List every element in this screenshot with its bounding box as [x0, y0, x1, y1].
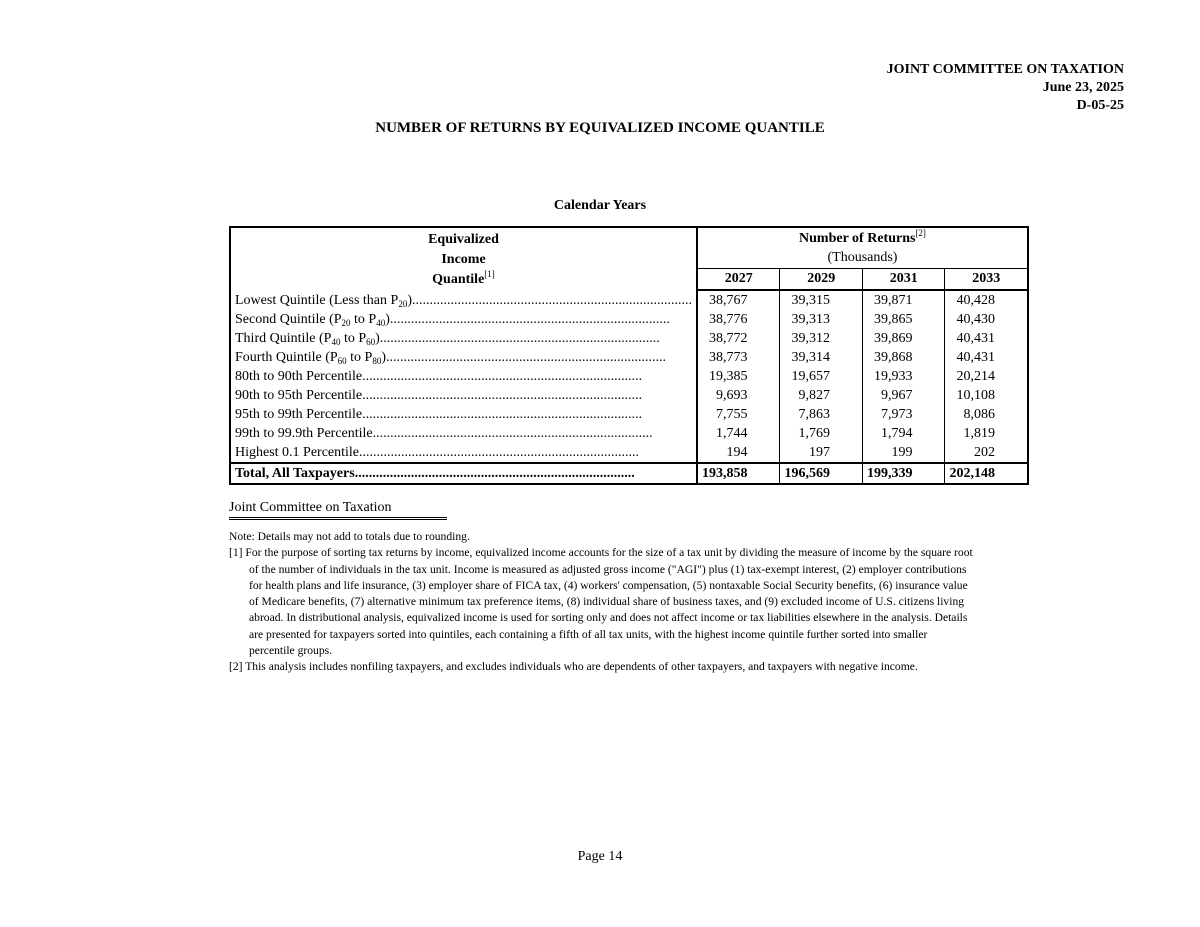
dot-leader: ................................................................................ — [362, 407, 643, 422]
document-id: D-05-25 — [1076, 98, 1124, 113]
thousands-subheader: (Thousands) — [697, 248, 1028, 268]
value-cell: 39,315 — [780, 290, 863, 310]
dot-leader: ................................................................................ — [389, 312, 670, 327]
value-cell: 39,871 — [862, 290, 945, 310]
row-label: Second Quintile ($P_{20}$ to $P_{40}$) — [235, 312, 390, 328]
value-cell: 40,428 — [945, 290, 1028, 310]
report-header — [887, 61, 1124, 115]
value-cell: 38,773 — [697, 348, 780, 367]
table-row — [230, 348, 1028, 367]
value-cell: 202 — [945, 443, 1028, 463]
row-label: Lowest Quintile (Less than $P_{20}$) — [235, 292, 412, 309]
value-cell: 199 — [862, 443, 945, 463]
value-cell: 20,214 — [945, 367, 1028, 386]
dot-leader: ................................................................................ — [359, 445, 640, 460]
value-cell: 1,819 — [945, 424, 1028, 443]
dot-leader: ................................................................................ — [362, 369, 643, 384]
value-cell: 39,865 — [862, 310, 945, 329]
value-cell: 19,657 — [780, 367, 863, 386]
year-header: 2031 — [862, 268, 945, 290]
table-row — [230, 405, 1028, 424]
calendar-years-label: Calendar Years — [553, 198, 647, 213]
value-cell: 40,430 — [945, 310, 1028, 329]
table-row — [230, 290, 1028, 310]
table-row — [230, 424, 1028, 443]
footnote: Note: Details may not add to totals due to rounding. — [229, 530, 470, 543]
value-cell: 193,858 — [697, 463, 780, 484]
dot-leader: ................................................................................ — [411, 292, 692, 308]
value-cell: 8,086 — [945, 405, 1028, 424]
value-cell: 7,973 — [862, 405, 945, 424]
value-cell: 40,431 — [945, 348, 1028, 367]
footnote: [1] For the purpose of sorting tax returns by income, equivalized income accounts for the size of a tax unit by dividing the measure of income by the square root of the number of individuals in the tax unit. Income is measured as adjusted gross income ("AGI") plus (1) tax-exempt interest, (2) employer contributions for health plans and life insurance, (3) employer share of FICA tax, (4) workers' compensation, (5) nontaxable Social Security benefits, (6) insurance value of Medicare benefits, (7) alternative minimum tax preference items, (8) individual share of business taxes, and (9) excluded income of U.S. citizens living abroad. In distributional analysis, equivalized income is used for sorting only and does not affect income or tax liabilities elsewhere in the analysis. Details are presented for taxpayers sorted into quintiles, each containing a fifth of all tax units, with the highest income quintile further sorted into smaller percentile groups. — [229, 546, 973, 658]
value-cell: 39,868 — [862, 348, 945, 367]
value-cell: 40,431 — [945, 329, 1028, 348]
row-label: Highest 0.1 Percentile — [235, 445, 360, 460]
year-header: 2029 — [780, 268, 863, 290]
row-label: 99th to 99.9th Percentile — [235, 426, 373, 441]
value-cell: 197 — [780, 443, 863, 463]
table-row — [230, 443, 1028, 463]
value-cell: 10,108 — [945, 386, 1028, 405]
table-row — [230, 386, 1028, 405]
row-label: 90th to 95th Percentile — [235, 388, 363, 403]
year-header: 2027 — [697, 268, 780, 290]
value-cell: 38,776 — [697, 310, 780, 329]
dot-leader: ................................................................................ — [379, 331, 660, 346]
returns-table — [229, 226, 1029, 485]
value-cell: 199,339 — [862, 463, 945, 484]
dot-leader: ................................................................................ — [362, 388, 643, 403]
footnote: [2] This analysis includes nonfiling taxpayers, and excludes individuals who are dependents of other taxpayers, and taxpayers with negative income. — [229, 660, 918, 674]
value-cell: 39,869 — [862, 329, 945, 348]
page-number: Page 14 — [577, 849, 623, 864]
value-cell: 39,314 — [780, 348, 863, 367]
value-cell: 1,744 — [697, 424, 780, 443]
table-row — [230, 367, 1028, 386]
value-cell: 9,967 — [862, 386, 945, 405]
table-row — [230, 329, 1028, 348]
page-title: NUMBER OF RETURNS BY EQUIVALIZED INCOME QUANTILE — [375, 120, 825, 136]
footnotes — [229, 529, 973, 676]
source-line: Joint Committee on Taxation — [229, 500, 447, 520]
value-cell: 7,755 — [697, 405, 780, 424]
value-cell: 202,148 — [945, 463, 1028, 484]
value-cell: 1,794 — [862, 424, 945, 443]
row-label: 95th to 99th Percentile — [235, 407, 363, 422]
value-cell: 1,769 — [780, 424, 863, 443]
dot-leader: ................................................................................ — [372, 426, 653, 441]
report-date: June 23, 2025 — [1042, 80, 1124, 95]
total-row — [230, 463, 1028, 484]
row-label: Total, All Taxpayers — [235, 466, 355, 481]
value-cell: 38,772 — [697, 329, 780, 348]
org-name: JOINT COMMITTEE ON TAXATION — [886, 62, 1124, 77]
row-label: Third Quintile ($P_{40}$ to $P_{60}$) — [235, 331, 380, 347]
table-row — [230, 310, 1028, 329]
year-header: 2033 — [945, 268, 1028, 290]
value-cell: 194 — [697, 443, 780, 463]
value-cell: 9,693 — [697, 386, 780, 405]
dot-leader: ................................................................................ — [354, 466, 635, 481]
footnote-ref-2: [2] — [915, 227, 926, 238]
value-cell: 39,313 — [780, 310, 863, 329]
value-cell: 9,827 — [780, 386, 863, 405]
value-cell: 39,312 — [780, 329, 863, 348]
dot-leader: ................................................................................ — [386, 350, 667, 365]
row-label: Fourth Quintile ($P_{60}$ to $P_{80}$) — [235, 350, 387, 366]
value-cell: 19,933 — [862, 367, 945, 386]
value-cell: 196,569 — [780, 463, 863, 484]
label-column-header: Equivalized Income Quantile[1] — [230, 227, 697, 290]
number-of-returns-header: Number of Returns[2] — [697, 227, 1028, 248]
footnote-ref-1: [1] — [484, 269, 495, 279]
value-cell: 38,767 — [697, 290, 780, 310]
value-cell: 7,863 — [780, 405, 863, 424]
value-cell: 19,385 — [697, 367, 780, 386]
row-label: 80th to 90th Percentile — [235, 369, 363, 384]
